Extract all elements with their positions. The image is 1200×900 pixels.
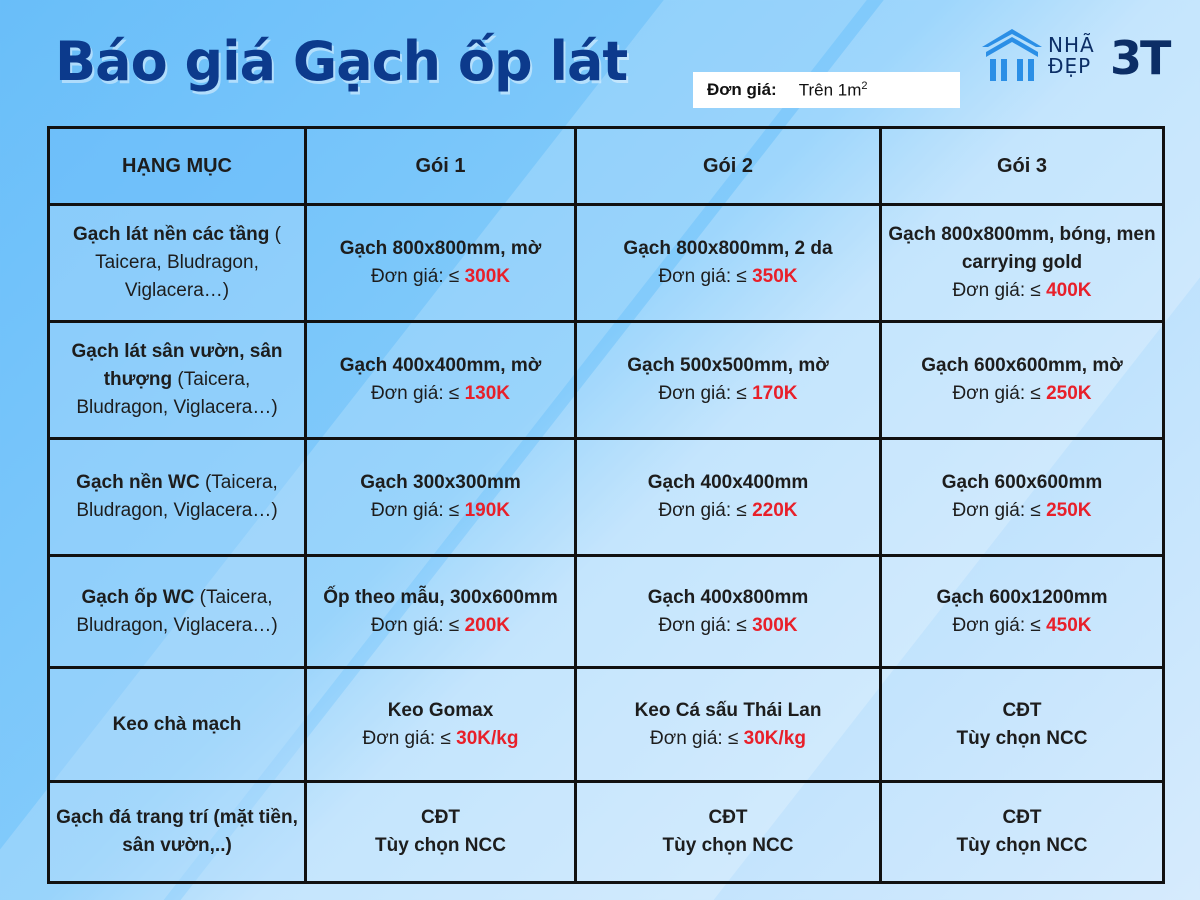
price-label: Đơn giá: ≤ <box>658 266 753 287</box>
package-1-cell <box>306 668 576 782</box>
brand-name: NHÃ ĐẸP <box>1048 33 1095 78</box>
price-value: 200K <box>464 614 511 636</box>
category-name: Gạch lát nền các tầng <box>72 224 270 245</box>
tile-spec: Gạch 400x400mm <box>647 472 809 493</box>
price-label: Đơn giá: ≤ <box>952 500 1047 521</box>
price-line <box>313 612 568 640</box>
price-value: 400K <box>1046 280 1092 301</box>
package-2-cell <box>576 322 881 439</box>
header-package-2: Gói 2 <box>576 128 881 205</box>
tile-spec: Gạch 500x500mm, mờ <box>627 355 829 376</box>
category-cell <box>49 668 306 782</box>
package-3-cell <box>881 322 1164 439</box>
tile-spec: Gạch 800x800mm, mờ <box>339 238 542 259</box>
tile-spec: Keo Cá sấu Thái Lan <box>634 699 822 721</box>
price-label: Đơn giá: ≤ <box>658 500 753 521</box>
package-1-cell <box>306 556 576 668</box>
tile-spec: Gạch 800x800mm, bóng, men carrying gold <box>888 224 1156 273</box>
price-line <box>888 380 1156 408</box>
price-label: Đơn giá: ≤ <box>952 383 1047 404</box>
price-label: Đơn giá: ≤ <box>362 727 457 749</box>
category-name: Gạch lát sân vườn, sân thượng <box>71 341 283 390</box>
price-line <box>313 263 568 291</box>
tile-spec: Gạch 600x1200mm <box>936 586 1108 608</box>
price-value: 220K <box>752 500 798 521</box>
category-name: Gạch đá trang trí (mặt tiền, sân vườn,..) <box>56 807 298 856</box>
table-row <box>49 439 1164 556</box>
category-cell <box>49 782 306 883</box>
tile-spec: Gạch 400x800mm <box>647 586 809 608</box>
brand-logo <box>980 25 1180 85</box>
price-value: 170K <box>752 383 798 404</box>
price-label: Đơn giá: ≤ <box>658 383 753 404</box>
price-value: 300K <box>464 266 511 287</box>
tile-spec: Gạch 600x600mm <box>941 472 1103 493</box>
page-title: Báo giá Gạch ốp lát <box>55 30 628 93</box>
price-line <box>313 725 568 753</box>
table-row <box>49 556 1164 668</box>
tile-spec: Ốp theo mẫu, 300x600mm <box>323 586 558 608</box>
price-value: 30K/kg <box>456 727 519 749</box>
price-line <box>888 497 1156 525</box>
price-line <box>888 277 1156 305</box>
package-3-cell <box>881 782 1164 883</box>
supplier-choice: Tùy chọn NCC <box>662 835 794 856</box>
category-name: Gạch nền WC <box>76 472 200 493</box>
package-2-cell <box>576 782 881 883</box>
package-1-cell <box>306 782 576 883</box>
price-value: 250K <box>1046 500 1092 521</box>
owner-label: CĐT <box>1002 699 1042 721</box>
price-line <box>313 497 568 525</box>
category-cell <box>49 205 306 322</box>
price-value: 130K <box>464 383 511 404</box>
tile-spec: Gạch 600x600mm, mờ <box>921 355 1123 376</box>
unit-label: Đơn giá: <box>707 80 777 99</box>
price-line <box>313 380 568 408</box>
price-line <box>583 725 873 753</box>
price-line <box>583 497 873 525</box>
category-brands: (Taicera, Bludragon, Viglacera…) <box>76 369 278 418</box>
tile-spec: Gạch 400x400mm, mờ <box>339 355 542 376</box>
price-label: Đơn giá: ≤ <box>370 383 465 404</box>
tile-spec: Keo Gomax <box>387 699 494 721</box>
package-3-cell <box>881 668 1164 782</box>
package-3-cell <box>881 556 1164 668</box>
package-2-cell <box>576 439 881 556</box>
table-header-row <box>49 128 1164 205</box>
price-value: 450K <box>1046 614 1092 636</box>
unit-value: Trên $1m^2$ <box>798 79 868 100</box>
price-value: 250K <box>1046 383 1092 404</box>
category-brands: (Taicera, Bludragon, Viglacera…) <box>76 586 278 636</box>
supplier-choice: Tùy chọn NCC <box>375 835 506 856</box>
header-category: HẠNG MỤC <box>49 128 306 205</box>
house-icon <box>980 25 1044 83</box>
tile-spec: Gạch 800x800mm, 2 da <box>623 238 833 259</box>
category-brands: (Taicera, Bludragon, Viglacera…) <box>76 472 278 521</box>
supplier-choice: Tùy chọn NCC <box>956 727 1088 749</box>
price-value: 300K <box>752 614 798 636</box>
supplier-choice: Tùy chọn NCC <box>956 835 1088 856</box>
category-cell <box>49 556 306 668</box>
price-value: 350K <box>752 266 798 287</box>
price-line <box>888 612 1156 640</box>
unit-price-box <box>693 72 960 108</box>
package-1-cell <box>306 322 576 439</box>
table-row <box>49 205 1164 322</box>
table-row <box>49 668 1164 782</box>
table-row <box>49 322 1164 439</box>
table-row <box>49 782 1164 883</box>
package-2-cell <box>576 556 881 668</box>
category-cell <box>49 439 306 556</box>
header-package-3: Gói 3 <box>881 128 1164 205</box>
price-label: Đơn giá: ≤ <box>370 614 465 636</box>
price-table <box>47 126 1165 884</box>
header-package-1: Gói 1 <box>306 128 576 205</box>
owner-label: CĐT <box>708 807 748 828</box>
category-name: Keo chà mạch <box>112 713 242 735</box>
tile-spec: Gạch 300x300mm <box>360 472 521 493</box>
price-line <box>583 263 873 291</box>
price-label: Đơn giá: ≤ <box>658 614 753 636</box>
price-label: Đơn giá: ≤ <box>952 614 1047 636</box>
category-name: Gạch ốp WC <box>81 586 195 608</box>
package-2-cell <box>576 668 881 782</box>
price-label: Đơn giá: ≤ <box>650 727 744 749</box>
brand-mark: 3T <box>1110 31 1170 85</box>
package-3-cell <box>881 439 1164 556</box>
owner-label: CĐT <box>420 807 461 828</box>
package-3-cell <box>881 205 1164 322</box>
package-1-cell <box>306 439 576 556</box>
package-2-cell <box>576 205 881 322</box>
price-label: Đơn giá: ≤ <box>370 266 465 287</box>
price-label: Đơn giá: ≤ <box>952 280 1047 301</box>
package-1-cell <box>306 205 576 322</box>
category-cell <box>49 322 306 439</box>
price-line <box>583 380 873 408</box>
price-label: Đơn giá: ≤ <box>370 500 465 521</box>
price-value: 30K/kg <box>743 727 806 749</box>
category-brands: ( Taicera, Bludragon, Viglacera…) <box>95 224 281 301</box>
price-line <box>583 612 873 640</box>
price-value: 190K <box>464 500 511 521</box>
owner-label: CĐT <box>1002 807 1042 828</box>
